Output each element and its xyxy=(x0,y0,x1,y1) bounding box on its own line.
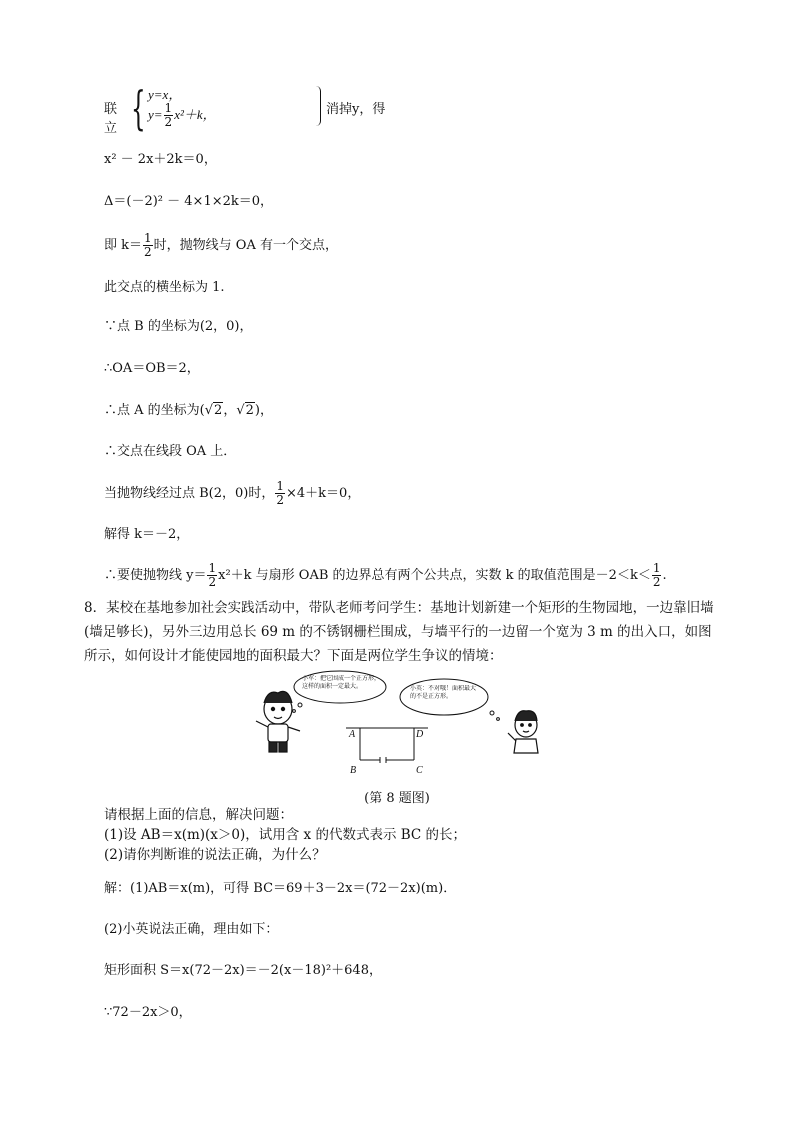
equation-line-9: 当抛物线经过点 B(2，0)时， $\frac{1}{2}$ ×4＋k＝0， xyxy=(104,479,361,507)
answer-line-2: (2)小英说法正确，理由如下： xyxy=(104,922,279,937)
equation-line-5: ∵点 B 的坐标为(2，0)， xyxy=(104,319,253,334)
left-speech-bubble xyxy=(293,671,386,712)
fraction: $\frac{1}{2}$ xyxy=(276,479,285,507)
question-1: (1)设 AB＝x(m)(x＞0)，试用含 x 的代数式表示 BC 的长； xyxy=(104,827,467,843)
answer-line-3: 矩形面积 S＝x(72－2x)＝－2(x－18)²＋648， xyxy=(104,963,382,978)
equation-line-11: ∴要使抛物线 y＝ $\frac{1}{2}$ x²＋k 与扇形 OAB 的边界总有两个公共点，实数 k 的取值范围是－2＜k＜ $\frac{1}{2}$ . xyxy=(104,561,667,589)
fraction: $\frac{1}{2}$ xyxy=(652,561,661,589)
point-label-d: D xyxy=(416,729,424,740)
problem-8-text: 8．某校在基地参加社会实践活动中，带队老师考问学生：基地计划新建一个矩形的生物园地，一边靠旧墙(墙足够长)，另外三边用总长 69 m 的不锈钢栅栏围成，与墙平行的一边留一个宽为 3 m 的出入口，如图所示，如何设计才能使园地的面积最大？下面是两位学生争议的情境： xyxy=(84,600,714,664)
right-speech-bubble xyxy=(400,679,499,720)
right-bracket xyxy=(316,86,321,126)
girl-illustration xyxy=(508,711,538,753)
answer-line-4: ∵72－2x＞0， xyxy=(104,1005,192,1020)
equation-line-7: ∴点 A 的坐标为(√2，√2)， xyxy=(104,403,273,418)
system-tail: 消掉y，得 xyxy=(326,102,386,117)
system-label: 联立 xyxy=(104,102,118,136)
left-bubble-text: 小军：把它围成一个正方形，这样的面积一定最大。 xyxy=(302,675,380,690)
equation-line-10: 解得 k＝－2， xyxy=(104,527,190,542)
figure-caption: (第 8 题图) xyxy=(364,791,430,806)
point-label-c: C xyxy=(416,765,423,776)
question-2: (2)请你判断谁的说法正确，为什么？ xyxy=(104,847,326,863)
fraction: $\frac{1}{2}$ xyxy=(208,561,217,589)
equation-line-8: ∴交点在线段 OA 上． xyxy=(104,444,237,459)
answer-line-1: 解：(1)AB＝x(m)，可得 BC＝69＋3－2x＝(72－2x)(m)． xyxy=(104,881,457,896)
right-bubble-text: 小英：不对哦！面积最大的不是正方形。 xyxy=(410,685,477,700)
problem-8-figure xyxy=(248,665,548,785)
system-row-1: y=x， xyxy=(148,87,182,102)
system-row-2: y= $\frac{1}{2}$ x²＋k， xyxy=(148,101,216,129)
fraction: $\frac{1}{2}$ xyxy=(144,231,152,259)
equation-line-1: x² － 2x＋2k＝0， xyxy=(104,152,217,167)
point-label-b: B xyxy=(350,765,357,776)
left-brace: { xyxy=(131,81,146,135)
equation-line-3: 即 k＝ $\frac{1}{2}$ 时，抛物线与 OA 有一个交点， xyxy=(104,231,338,259)
instruction-line: 请根据上面的信息，解决问题： xyxy=(104,807,293,823)
point-label-a: A xyxy=(349,729,356,740)
fraction: $\frac{1}{2}$ xyxy=(164,101,173,129)
boy-illustration xyxy=(256,691,300,752)
equation-line-4: 此交点的横坐标为 1. xyxy=(104,280,225,295)
equation-line-2: Δ＝(－2)² － 4×1×2k＝0， xyxy=(104,194,274,209)
equation-line-6: ∴OA＝OB＝2， xyxy=(104,361,200,376)
